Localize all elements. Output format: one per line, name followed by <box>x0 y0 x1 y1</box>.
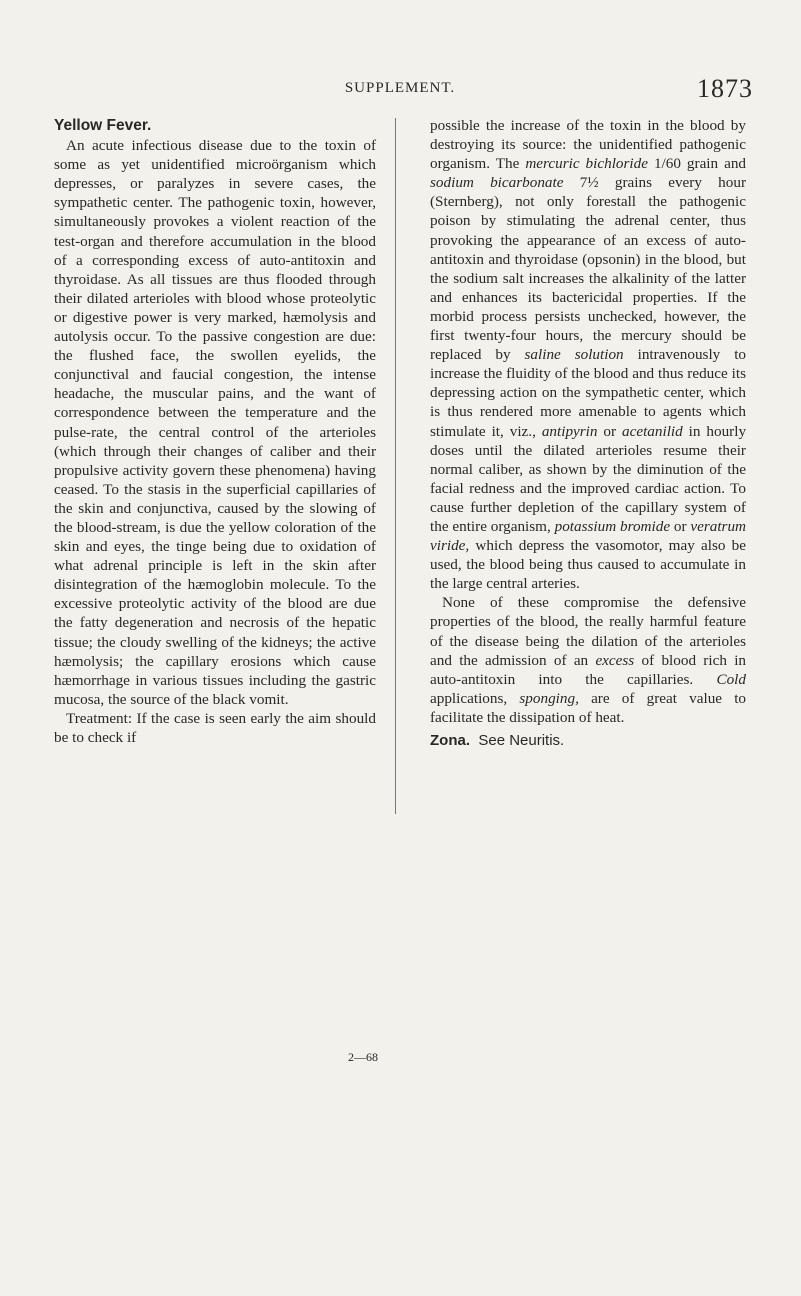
drug-sodium-bicarbonate: sodium bicarbonate <box>430 174 564 192</box>
drug-acetanilid: acetanilid <box>622 422 683 440</box>
entry-zona <box>430 731 746 750</box>
drug-antipyrin: antipyrin <box>541 422 598 440</box>
cross-reference-link: See Neuritis. <box>478 732 565 749</box>
right-column <box>430 116 746 750</box>
entry-heading-yellow-fever: Yellow Fever. <box>54 117 152 134</box>
entry-heading-zona: Zona. <box>430 732 470 749</box>
running-header: SUPPLEMENT. <box>344 80 456 96</box>
signature-mark: 2—68 <box>348 1050 378 1064</box>
paragraph-definition: An acute infectious disease due to the toxin of some as yet unidentified microörganism which depresses, or paralyzes in severe cases, the sympathetic center. The pathogenic toxin, however, simultaneously provokes a violent reaction of the test-organ and therefore accumulation in the blood of a corresponding excess of auto-antitoxin and thyroidase. As all tissues are thus flooded through their dilated arterioles with blood whose proteolytic or digestive power is very marked, hæmolysis and autolysis occur. To the passive congestion are due: the flushed face, the swollen eyelids, the conjunctival and faucial congestion, the intense headache, the muscular pains, and the want of correspondence between the temperature and the pulse-rate, the central control of the arterioles (which through their changes of caliber and their propulsive activity govern these phenomena) having ceased. To the stasis in the superficial capillaries of the skin and conjunctiva, caused by the slowing of the blood-stream, is due the yellow coloration of the skin and eyes, the tinge being due to oxidation of what adrenal principle is left in the skin after disintegration of the hæmoglobin molecule. To the excessive proteolytic activity of the blood are due the fatty degeneration and necrosis of the hepatic tissue; the cloudy swelling of the kidneys; the active hæmolysis; the capillary erosions which cause hæmorrhage in various tissues including the gastric mucosa, the source of the black vomit. <box>54 137 376 708</box>
column-divider <box>395 118 396 814</box>
paragraph-treatment-start: Treatment: If the case is seen early the aim should be to check if <box>54 709 376 746</box>
page-number: 1873 <box>697 74 753 103</box>
drug-saline-solution: saline solution <box>524 346 624 364</box>
drug-veratrum-viride: veratrum viride, <box>430 517 747 555</box>
drug-potassium-bromide: potassium bromide <box>554 517 671 535</box>
drug-mercuric-bichloride: mercuric bichloride <box>525 155 648 173</box>
paragraph-defensive-properties: None of these compromise the defensive properties of the blood, the really harmful feature of the disease being the dilation of the arterioles and the admission of an excess of blood rich in auto-antitoxin into the capillaries. Cold applications, sponging, are of great value to facilitate the dissipation of heat. <box>430 594 747 726</box>
left-column <box>54 116 376 747</box>
paragraph-treatment-continued: possible the increase of the toxin in the blood by destroying its source: the unidentified pathogenic organism. The mercuric bichloride 1/60 grain and sodium bicarbonate 7½ grains every hour (Sternberg), not only forestall the pathogenic poison by stimulating the adrenal center, thus provoking the appearance of an excess of auto-antitoxin and thyroidase (opsonin) in the blood, but the sodium salt increases the alkalinity of the latter and enhances its bactericidal properties. If the morbid process persists unchecked, however, the first twenty-four hours, the mercury should be replaced by saline solution intravenously to increase the fluidity of the blood and thus reduce its depressing action on the sympathetic center, which is thus rendered more amenable to agents which stimulate it, viz., antipyrin or acetanilid in hourly doses until the dilated arterioles resume their normal caliber, as shown by the diminution of the facial redness and the improved cardiac action. To cause further depletion of the capillary system of the entire organism, potassium bromide or veratrum viride, which depress the vasomotor, may also be used, the blood being thus caused to accumulate in the large central arteries. <box>430 117 747 593</box>
